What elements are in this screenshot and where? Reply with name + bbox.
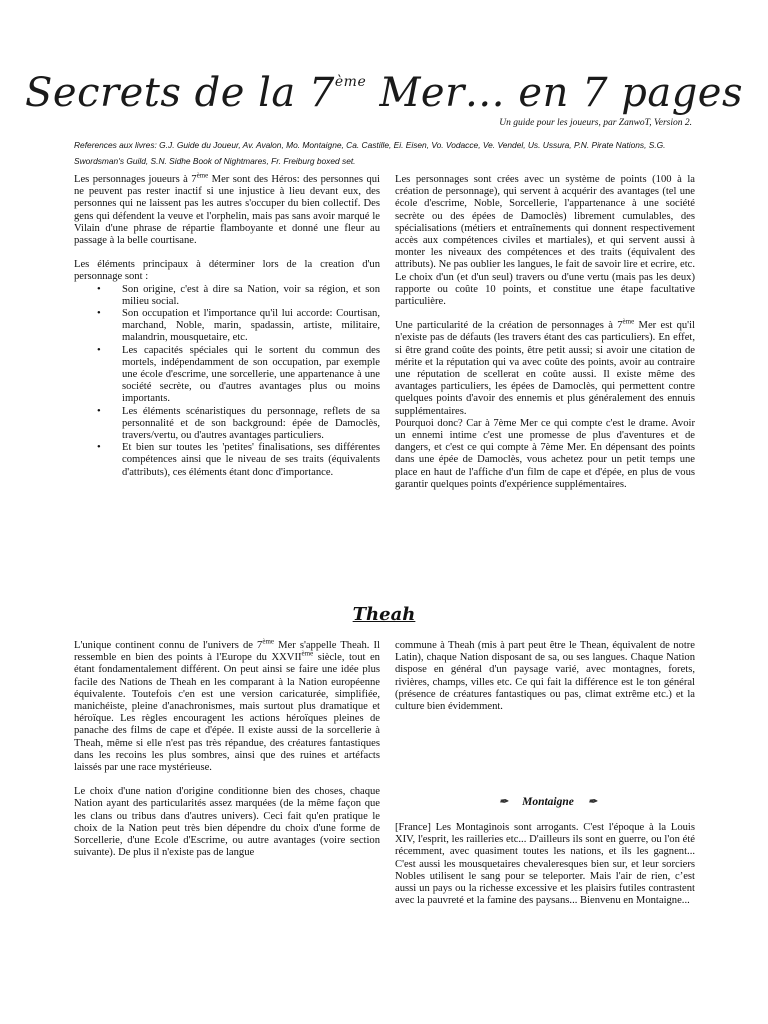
list-item: • Les capacités spéciales qui le sortent du commun des mortels, indépendamment de son occupation, par exemple une école d'escrime, une sorcellerie, une appartenance à une société secrète, ou d'autres avantages plus ou moins importants.: [97, 344, 380, 405]
bullet-icon: •: [97, 405, 101, 417]
bullet-icon: •: [97, 344, 101, 356]
list-item: • Son occupation et l'importance qu'il lui accorde: Courtisan, marchand, Noble, marin, spadassin, artiste, militaire, malandrin, mousquetaire, etc.: [97, 308, 380, 344]
elements-intro: Les éléments principaux à déterminer lors de la creation d'un personnage sont :: [74, 259, 380, 283]
list-item: • Les éléments scénaristiques du personnage, reflets de sa personnalité et de son background: épée de Damoclès, travers/vertu, ou d'autres avantages particuliers.: [97, 405, 380, 442]
drama-paragraph: Pourquoi donc? Car à 7ème Mer ce qui compte c'est le drame. Avoir un ennemi intime c'est une promesse de plus d'aventures et de dangers, et c'est ce qui compte à 7ème Mer. En dépensant des points dans une épée de Damoclès, vous achetez pour un petit temps une place en haut de l'affiche d'un film de cape et d'épée, en plus de vous garantir quelques points d'expérience supplémentaires.: [395, 417, 695, 490]
subhead-montaigne: ✒ Montaigne ✒: [498, 796, 598, 808]
section-title-theah: Theah: [352, 604, 416, 625]
nation-choice-paragraph: Le choix d'une nation d'origine conditionne bien des choses, chaque Nation ayant des particularités assez marquées (de la même façon que les clans ou tribus dans d'autres univers). Ceci fait qu'en pratique le choix de la Nation peut très bien dépendre du choix d'une forme de Sorcellerie, d'une Ecole d'Escrime, ou autre avantages (voire section suivante). De plus il n'existe pas de langue: [74, 786, 380, 859]
quill-icon: ✒: [498, 796, 509, 808]
languages-paragraph: commune à Theah (mis à part peut être le Thean, équivalent de notre Latin), chaque Nation disposant de sa, ou ses langues. Chaque Nation dispose en général d'un paysage varié, avec montagnes, forets, rivières, champs, villes etc. Ce qui fait la différence est le ton général (présence de créatures fantastiques ou pas, climat extrême etc.) et la culture bien évidemment.: [395, 640, 695, 713]
list-item: • Et bien sur toutes les 'petites' finalisations, ses différentes compétences ainsi que le niveau de ses traits (équivalents d'attributs), ces éléments étant donc d'importance.: [97, 442, 380, 478]
references-line: References aux livres: G.J. Guide du Joueur, Av. Avalon, Mo. Montaigne, Ca. Castille, Ei. Eisen, Vo. Vodacce, Ve. Vendel, Us. Ussura, P.N. Pirate Nations, S.G. Swordsman's Guild, S.N. Sidhe Book of Nightmares, Fr. Freiburg boxed set.: [74, 140, 666, 166]
intro-paragraph: Les personnages joueurs à 7ème Mer sont des Héros: des personnes qui ne peuvent pas rester inactif si une injustice à lieu devant eux, des personnes qui ne laissent pas les autres s'occuper du bien collectif. Des gens qui défendent la veuve et l'orphelin, mais pas sans avoir marqué le Vilain d'une phrase de répartie flamboyante et donné une fleur au passage à la belle courtisane.: [74, 171, 380, 247]
points-paragraph: Les personnages sont crées avec un système de points (100 à la création de personnage), qui servent à acquérir des avantages (tel une école d'escrime, Noble, Sorcellerie, l'appartenance à une société secrète ou des épées de Damoclès) librement cumulables, des spécialisations (métiers et entraînements qui donnent respectivement accès aux compétences civiles et martiales), et qui servent aussi à monter les niveaux des compétences et des traits (équivalent des attributs). Ne pas oublier les langues, le fait de savoir lire et ecrire, etc. Le choix d'un (et d'un seul) travers ou d'une vertu (mais pas les deux) rapporte ou coûte 10 points, et constitue une étape facultative particulière.: [395, 174, 695, 308]
title-main: Secrets de la 7: [25, 70, 335, 116]
montaigne-paragraph: [France] Les Montaginois sont arrogants. C'est l'époque à la Louis XIV, l'esprit, les railleries etc... D'ailleurs ils sont en guerre, ou l'on été récemment, avec quasiment toutes les nations, et ils les gagnent... C'est aussi les mousquetaires chevaleresques bien sur, et leur sorciers Nobles utilisent le sang pour se teleporter. Mais l'air de rien, c’est aussi un pays ou la richesse excessive et les plaisirs futiles contrastent avec la pauvreté et la famine des paysans... Bienvenu en Montaigne...: [395, 822, 695, 907]
title-superscript: ème: [334, 74, 367, 90]
title-rest: Mer… en 7 pages: [366, 70, 743, 116]
list-item: • Son origine, c'est à dire sa Nation, voir sa région, et son milieu social.: [97, 283, 380, 307]
right-column-bottom: [395, 640, 695, 713]
left-column-bottom: [74, 637, 380, 859]
bullet-icon: •: [97, 308, 101, 320]
bullet-icon: •: [97, 283, 101, 295]
subtitle: Un guide pour les joueurs, par ZanwoT, Version 2.: [499, 118, 692, 128]
left-column-top: [74, 171, 380, 479]
bullet-icon: •: [97, 442, 101, 454]
right-column-top: [395, 174, 695, 491]
elements-list: [74, 284, 380, 479]
continent-paragraph: L'unique continent connu de l'univers de 7ème Mer s'appelle Theah. Il ressemble en bien des points à l'Europe du XXVIIème siècle, tout en étant fondamentalement différent. On peut ainsi se faire une idée plus facile des Nations de Theah en les comparant à la Nation européenne équivalente. Toutefois c'en est une version caricaturée, simplifiée, manichéiste, pleine d'anachronismes, mais surtout plus dramatique et héroïque. Les règles encouragent les actions héroïques pleines de panache des films de cape et d'épée. Il existe aussi de la sorcellerie à Theah, même si elle n'est pas très répandue, des créatures fantastiques dans les recoins les plus sombres, ainsi que des ruines et artéfacts laissés par une race mystérieuse.: [74, 637, 380, 774]
montaigne-column: [395, 822, 695, 907]
page-title: [0, 70, 768, 116]
flaws-paragraph: Une particularité de la création de personnages à 7ème Mer est qu'il n'existe pas de défauts (les travers étant des cas particuliers). En effet, si être grand coûte des points, être petit aussi; si avoir une citation de mérite et la réputation qui va avec coûte des points, avoir au contraire une réputation de scellerat en coûte aussi. Il existe même des avantages particuliers, les épées de Damoclès, qui permettent contre quelques points d'avoir des ennemis et plus généralement des ennuis supplémentaires.: [395, 317, 695, 417]
quill-icon: ✒: [587, 796, 598, 808]
